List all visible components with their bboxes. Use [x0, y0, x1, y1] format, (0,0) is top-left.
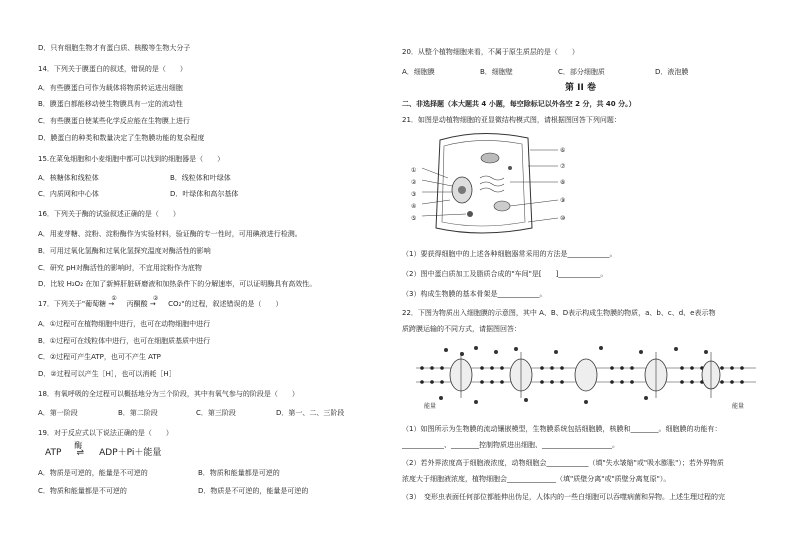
- eq-right: ADP＋Pi＋能量: [99, 448, 162, 458]
- q20-option-c: C．部分细胞质: [558, 68, 605, 76]
- q17-stem-part3: CO₂"的过程，叙述错误的是（ ）: [168, 300, 283, 308]
- q20-stem: 20．从整个植物细胞来看，不属于原生质层的是（ ）: [402, 48, 579, 56]
- q21-label-6: ⑥: [560, 147, 566, 154]
- q22-part-3: （3） 变形虫表面任何部位都能伸出伪足，人体内的一些白细胞可以吞噬病菌和异物。上述生理过程的完: [402, 493, 725, 501]
- q22-stem-line2: 质跨膜运输的不同方式，请据图回答：: [402, 325, 521, 333]
- q21-stem: 21．如图是动植物细胞的亚显微结构模式图，请根据图回答下列问题：: [402, 116, 621, 124]
- part-ii-title: 第 II 卷: [565, 83, 596, 93]
- membrane-diagram: [406, 340, 776, 410]
- q15-option-b: B．线粒体和叶绿体: [170, 174, 231, 182]
- arrow-2-icon: ② →: [149, 295, 159, 308]
- q13-option-d: D．只有细胞生物才有蛋白质、核酸等生物大分子: [38, 44, 191, 52]
- q18-stem: 18．有氧呼吸的全过程可以概括地分为三个阶段，其中有氧气参与的阶段是（ ）: [38, 390, 299, 398]
- q21-label-8: ⑧: [560, 179, 566, 186]
- q21-label-7: ⑦: [560, 163, 566, 170]
- eq-enzyme: 酶: [74, 441, 83, 450]
- q16-stem: 16．下列关于酶的试验叙述正确的是（ ）: [38, 210, 180, 218]
- q15-option-c: C．内质网和中心体: [38, 190, 99, 198]
- cell-diagram: [410, 128, 570, 240]
- q21-label-4: ④: [411, 203, 417, 210]
- q20-option-d: D．液泡膜: [655, 68, 689, 76]
- q21-label-10: ⑩: [560, 215, 566, 222]
- energy-label-left: 能量: [424, 403, 437, 410]
- arrow-1-icon: ① →: [108, 295, 117, 308]
- q15-option-d: D．叶绿体和高尔基体: [170, 190, 239, 198]
- q16-option-b: B．可用过氧化氢酶和过氧化氢探究温度对酶活性的影响: [38, 247, 211, 255]
- q19-option-c: C．物质和能量都是不可逆的: [38, 487, 127, 495]
- q14-stem: 14．下列关于膜蛋白的叙述，错误的是（ ）: [38, 65, 187, 73]
- reversible-arrow-icon: 酶 ⇌: [74, 441, 85, 458]
- q22-part-1b: ____________、________控制物质进出细胞、____________________。: [402, 441, 619, 449]
- q16-option-a: A．用麦芽糖、淀粉、淀粉酶作为实验材料，验证酶的专一性时，可用碘液进行检测。: [38, 230, 302, 238]
- arrow-1-label: ①: [111, 295, 117, 302]
- q22-stem-line1: 22．下图为物质出入细胞膜的示意图，其中 A、B、D表示构成生物膜的物质，a、b、c、d、e表示物: [402, 309, 716, 317]
- q14-option-d: D．膜蛋白的种类和数量决定了生物膜功能的复杂程度: [38, 134, 205, 142]
- q21-label-3: ③: [411, 191, 417, 198]
- q19-option-d: D．物质是不可逆的，能量是可逆的: [198, 487, 309, 495]
- section-2-heading: 二、非选择题（本大题共 4 小题，每空除标记以外各空 2 分，共 40 分。）: [402, 100, 636, 108]
- q16-option-c: C．研究 pH对酶活性的影响时，不宜用淀粉作为底物: [38, 264, 202, 272]
- q17-stem-part1: 17．下列关于"葡萄糖: [38, 300, 107, 308]
- q21-part-3: （3）构成生物膜的基本骨架是____________。: [402, 290, 547, 298]
- q19-stem: 19．对于反应式以下说法正确的是（ ）: [38, 429, 173, 437]
- q18-option-d: D．第一、二、三阶段: [276, 409, 345, 417]
- q14-option-b: B．膜蛋白都能移动使生物膜具有一定的流动性: [38, 100, 183, 108]
- q19-option-a: A．物质是可逆的，能量是不可逆的: [38, 469, 148, 477]
- q15-stem: 15.在菜兔细胞和小麦细胞中都可以找到的细胞器是（ ）: [38, 155, 225, 163]
- q14-option-a: A．有些膜蛋白可作为载体将物质转运进出细胞: [38, 84, 183, 92]
- q20-option-b: B．细胞壁: [480, 68, 513, 76]
- q21-part-1: （1）要获得细胞中的上述各种细胞器常采用的方法是____________。: [402, 250, 617, 258]
- q15-option-a: A．核糖体和线粒体: [38, 174, 99, 182]
- q14-option-c: C．有些膜蛋白使某些化学反应能在生物膜上进行: [38, 117, 190, 125]
- q21-label-9: ⑨: [560, 197, 566, 204]
- q22-part-2: （2）若外界浓度高于细胞液浓度，动物细胞会____________（填"失水皱缩"或"吸水膨胀"）；若外界物质: [402, 459, 724, 467]
- q17-stem-part2: 丙酮酸: [126, 300, 148, 308]
- q17-option-d: D．②过程可以产生［H］，也可以消耗［H］: [38, 370, 176, 378]
- q18-option-a: A．第一阶段: [38, 409, 78, 417]
- q19-option-b: B．物质和能量都是可逆的: [198, 469, 280, 477]
- q17-stem: [38, 295, 283, 309]
- q21-label-2: ②: [411, 179, 417, 186]
- q21-label-1: ①: [411, 167, 417, 174]
- q19-equation: [45, 441, 162, 459]
- q17-option-b: B．①过程可在线粒体中进行，也可在细胞质基质中进行: [38, 337, 211, 345]
- q21-part-2: （2）图中蛋白质加工及脂质合成的"车间"是[ ]____________。: [402, 270, 608, 278]
- q22-part-1: （1）如图所示为生物膜的流动镶嵌模型，生物膜系统包括细胞膜，核膜和________。细胞膜的功能有：: [402, 425, 722, 433]
- q18-option-c: C．第三阶段: [196, 409, 236, 417]
- energy-label-right: 能量: [732, 403, 745, 410]
- q17-option-a: A．①过程可在植物细胞中进行，也可在动物细胞中进行: [38, 320, 211, 328]
- arrow-2-label: ②: [152, 295, 159, 302]
- q20-option-a: A．细胞膜: [402, 68, 435, 76]
- eq-left: ATP: [45, 448, 62, 458]
- q17-option-c: C．②过程可产生ATP，也可不产生 ATP: [38, 353, 161, 361]
- q22-part-2b: 浓度大于细胞液浓度，植物细胞会______________（填"质壁分离"或"质壁分离复原"）。: [402, 475, 671, 483]
- q18-option-b: B．第二阶段: [118, 409, 158, 417]
- q16-option-d: D．比较 H₂O₂ 在加了新鲜肝脏研磨液和加热条件下的分解速率，可以证明酶具有高效性。: [38, 280, 317, 288]
- q21-label-5: ⑤: [411, 215, 417, 222]
